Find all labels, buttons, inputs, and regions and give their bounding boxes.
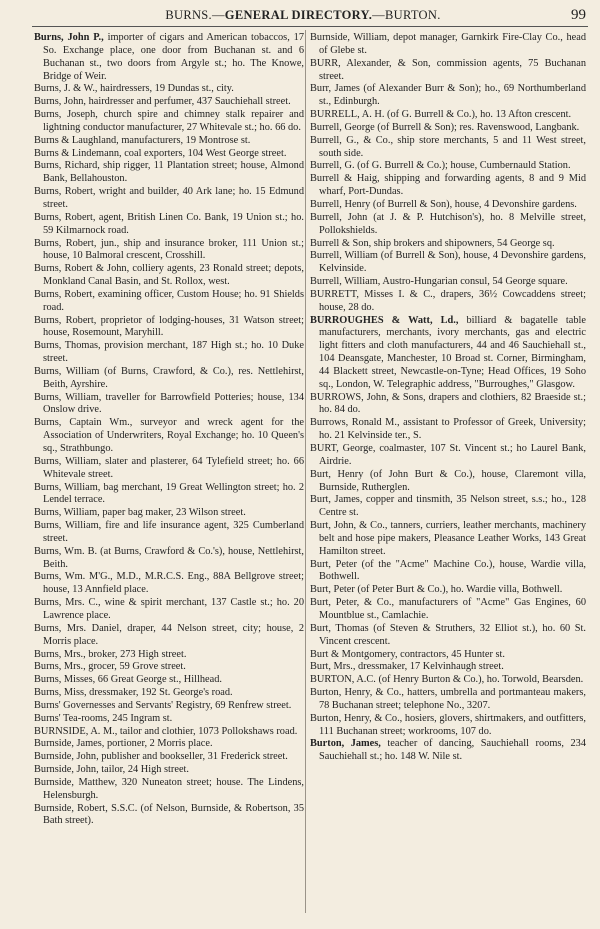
entry-text: Burrell & Son, ship brokers and shipowners, 54 George sq.: [310, 237, 555, 249]
entry-text: BURRELL, A. H. (of G. Burrell & Co.), ho. 13 Afton crescent.: [310, 109, 572, 121]
entry-text: Burrell, G., & Co., ship store merchants, 5 and 11 West street, south side.: [310, 134, 586, 159]
page-header: [18, 4, 588, 26]
entry-name: BURROUGHES & Watt, Ld.,: [310, 314, 459, 326]
entry-text: Burns, Misses, 66 Great George st., Hillhead.: [34, 674, 222, 686]
entry-text: Burns' Tea-rooms, 245 Ingram st.: [34, 712, 173, 724]
entry-text: Burns, Robert & John, colliery agents, 23 Ronald street; depots, Monkland Canal Basin, and St. Rollox, west.: [34, 263, 304, 288]
entry-text: importer of cigars and American tobaccos, 17 So. Exchange place, one door from Buchanan st. and 6 Buchanan st., two doors from Argyle st.; ho. The Knowe, Bridge of Weir.: [43, 32, 304, 82]
entry-text: BURTON, A.C. (of Henry Burton & Co.), ho. Torwold, Bearsden.: [310, 674, 584, 686]
directory-entry: [310, 623, 586, 649]
entry-text: Burns, Mrs., grocer, 59 Grove street.: [34, 661, 186, 673]
directory-entry: [34, 687, 304, 700]
entry-text: Burns & Laughland, manufacturers, 19 Montrose st.: [34, 134, 251, 146]
entry-text: Burns, Robert, examining officer, Custom House; ho. 91 Shields road.: [34, 288, 304, 313]
directory-entry: [34, 700, 304, 713]
title-left: BURNS.: [165, 8, 212, 22]
directory-entry: [310, 597, 586, 623]
directory-entry: [34, 417, 304, 456]
entry-text: Burns, William, slater and plasterer, 64 Tylefield street; ho. 66 Whitevale street.: [34, 455, 304, 480]
directory-entry: [310, 122, 586, 135]
left-column: [34, 32, 304, 828]
entry-text: BURROWS, John, & Sons, drapers and clothiers, 82 Braeside st.; ho. 84 do.: [310, 391, 586, 416]
title-middle: GENERAL DIRECTORY.: [224, 8, 373, 22]
entry-text: Burns, J. & W., hairdressers, 19 Dundas st., city.: [34, 83, 234, 95]
entry-text: Burton, Henry, & Co., hatters, umbrella and portmanteau makers, 78 Buchanan street; telephone No., 3207.: [310, 687, 586, 711]
entry-name: Burns, John P.,: [34, 32, 104, 43]
directory-entry: [34, 135, 304, 148]
entry-text: Burrell, G. (of G. Burrell & Co.); house, Cumbernauld Station.: [310, 160, 571, 172]
directory-entry: [34, 674, 304, 687]
directory-entry: [34, 263, 304, 289]
entry-text: Burns & Lindemann, coal exporters, 104 West George street.: [34, 147, 287, 159]
entry-text: Burt, Peter (of Peter Burt & Co.), ho. Wardie villa, Bothwell.: [310, 584, 563, 596]
entry-text: Burt, John, & Co., tanners, curriers, leather merchants, machinery belt and hose pipe makers, Pleasance Leather Works, 143 Great Hamilton street.: [310, 520, 586, 557]
directory-entry: [34, 546, 304, 572]
entry-text: Burns' Governesses and Servants' Registry, 69 Renfrew street.: [34, 699, 292, 711]
directory-entry: [34, 212, 304, 238]
directory-entry: [34, 96, 304, 109]
right-column: [310, 32, 586, 764]
header-rule: [32, 26, 588, 27]
directory-entry: [34, 289, 304, 315]
directory-entry: [310, 738, 586, 764]
entry-text: Burns, Mrs., broker, 273 High street.: [34, 648, 187, 660]
directory-entry: [34, 160, 304, 186]
directory-entry: [310, 289, 586, 315]
entry-text: Burrell, Henry (of Burrell & Son), house, 4 Devonshire gardens.: [310, 198, 577, 210]
directory-entry: [34, 366, 304, 392]
entry-text: Burns, William, bag merchant, 19 Great Wellington street; ho. 2 Lendel terrace.: [34, 481, 304, 506]
directory-entry: [34, 571, 304, 597]
directory-entry: [34, 751, 304, 764]
directory-entry: [34, 764, 304, 777]
directory-entry: [34, 32, 304, 83]
directory-entry: [310, 584, 586, 597]
directory-entry: [34, 482, 304, 508]
directory-entry: [310, 173, 586, 199]
entry-text: Burt, Henry (of John Burt & Co.), house, Claremont villa, Burnside, Rutherglen.: [310, 468, 586, 493]
directory-entry: [34, 713, 304, 726]
directory-entry: [310, 443, 586, 469]
directory-entry: [34, 777, 304, 803]
entry-text: Burns, Wm. B. (at Burns, Crawford & Co.'s), house, Nettlehirst, Beith.: [34, 545, 304, 570]
entry-text: Burrows, Ronald M., assistant to Professor of Greek, University; ho. 21 Kelvinside ter., S.: [310, 417, 586, 442]
entry-text: Burns, Mrs. Daniel, draper, 44 Nelson street, city; house, 2 Morris place.: [34, 622, 304, 647]
entry-text: Burns, Richard, ship rigger, 11 Plantation street; house, Almond Bank, Bellahouston.: [34, 160, 304, 185]
entry-text: Burt & Montgomery, contractors, 45 Hunter st.: [310, 648, 505, 660]
entry-text: Burrell, William (of Burrell & Son), house, 4 Devonshire gardens, Kelvinside.: [310, 250, 586, 275]
directory-entry: [310, 32, 586, 58]
directory-entry: [310, 520, 586, 559]
directory-entry: [310, 212, 586, 238]
entry-text: Burrell, William, Austro-Hungarian consul, 54 George square.: [310, 276, 568, 288]
directory-entry: [34, 340, 304, 366]
entry-text: Burns, Captain Wm., surveyor and wreck agent for the Association of Underwriters, Royal Exchange; ho. 10 Queen's sq., Strathbungo.: [34, 417, 304, 454]
directory-entry: [34, 726, 304, 739]
directory-entry: [310, 559, 586, 585]
entry-text: Burt, James, copper and tinsmith, 35 Nelson street, s.s.; ho., 128 Centre st.: [310, 494, 586, 519]
entry-text: Burrell, John (at J. & P. Hutchison's), ho. 8 Melville street, Pollokshields.: [310, 211, 586, 236]
directory-entry: [310, 315, 586, 392]
directory-entry: [310, 687, 586, 713]
directory-entry: [34, 148, 304, 161]
directory-entry: [310, 238, 586, 251]
directory-entry: [34, 803, 304, 829]
entry-text: billiard & bagatelle table manufacturers, merchants, ivory merchants, gas and electric light fitters and cloth manufacturers, 44 and 46 Sauchiehall st., 104 Deansgate, Manchester, 10 Broad st. Corner, Birmingham, 44 Blackett street, Newcastle-on-Tyne; Head Offices, 19 Soho sq., London, W. Telegraphic address, "Burroughes," Glasgow.: [319, 314, 587, 390]
entry-text: Burns, William, paper bag maker, 23 Wilson street.: [34, 507, 246, 519]
directory-entry: [34, 649, 304, 662]
directory-entry: [34, 520, 304, 546]
entry-text: BURRETT, Misses I. & C., drapers, 36½ Cowcaddens street; house, 28 do.: [310, 288, 586, 313]
entry-text: Burnside, Robert, S.S.C. (of Nelson, Burnside, & Robertson, 35 Bath street).: [34, 802, 304, 827]
entry-text: Burnside, William, depot manager, Garnkirk Fire-Clay Co., head of Glebe st.: [310, 32, 586, 56]
entry-text: Burns, Robert, wright and builder, 40 Ark lane; ho. 15 Edmund street.: [34, 186, 304, 210]
page-number: 99: [571, 7, 586, 23]
entry-text: Burt, Thomas (of Steven & Struthers, 32 Elliot st.), ho. 60 St. Vincent crescent.: [310, 622, 586, 647]
entry-text: BURT, George, coalmaster, 107 St. Vincent st.; ho Laurel Bank, Airdrie.: [310, 443, 586, 467]
entry-text: teacher of dancing, Sauchiehall rooms, 234 Sauchiehall st.; ho. 148 W. Nile st.: [319, 738, 587, 763]
directory-entry: [310, 469, 586, 495]
directory-entry: [310, 109, 586, 122]
entry-text: Burns, William (of Burns, Crawford, & Co.), res. Nettlehirst, Beith, Ayrshire.: [34, 365, 304, 390]
directory-entry: [310, 674, 586, 687]
directory-entry: [310, 160, 586, 173]
directory-entry: [310, 392, 586, 418]
entry-text: Burrell & Haig, shipping and forwarding agents, 8 and 9 Mid wharf, Port-Dundas.: [310, 173, 586, 198]
directory-entry: [310, 494, 586, 520]
directory-entry: [34, 623, 304, 649]
directory-entry: [310, 713, 586, 739]
entry-text: Burns, Robert, proprietor of lodging-houses, 31 Watson street; house, Rosemount, Maryhill.: [34, 314, 304, 339]
directory-entry: [310, 250, 586, 276]
entry-text: Burton, Henry, & Co., hosiers, glovers, shirtmakers, and outfitters, 111 Buchanan street; workrooms, 107 do.: [310, 712, 586, 737]
entry-name: Burton, James,: [310, 738, 381, 750]
entry-text: Burr, James (of Alexander Burr & Son); ho., 69 Northumberland st., Edinburgh.: [310, 83, 586, 108]
directory-entry: [310, 276, 586, 289]
entry-text: Burt, Peter (of the "Acme" Machine Co.), house, Wardie villa, Bothwell.: [310, 558, 586, 583]
entry-text: Burns, William, traveller for Barrowfield Potteries; house, 134 Onslow drive.: [34, 391, 304, 416]
directory-entry: [34, 456, 304, 482]
directory-entry: [34, 507, 304, 520]
running-title: BURNS.—GENERAL DIRECTORY.—BURTON.: [165, 8, 441, 22]
directory-entry: [310, 58, 586, 84]
directory-entry: [34, 738, 304, 751]
directory-entry: [34, 238, 304, 264]
directory-entry: [34, 661, 304, 674]
directory-entry: [310, 199, 586, 212]
directory-entry: [34, 392, 304, 418]
entry-text: Burns, Joseph, church spire and chimney stalk repairer and lightning conductor manufacturer, 27 Whitevale st.; ho. 66 do.: [34, 109, 304, 133]
directory-entry: [34, 186, 304, 212]
entry-text: Burnside, Matthew, 320 Nuneaton street; house. The Lindens, Helensburgh.: [34, 776, 304, 801]
entry-text: Burns, Thomas, provision merchant, 187 High st.; ho. 10 Duke street.: [34, 340, 304, 365]
entry-text: Burnside, John, tailor, 24 High street.: [34, 764, 190, 776]
entry-text: Burns, John, hairdresser and perfumer, 437 Sauchiehall street.: [34, 96, 291, 108]
entry-text: Burnside, James, portioner, 2 Morris place.: [34, 738, 213, 750]
entry-text: Burt, Mrs., dressmaker, 17 Kelvinhaugh street.: [310, 661, 504, 673]
directory-entry: [34, 83, 304, 96]
entry-text: Burns, Robert, jun., ship and insurance broker, 111 Union st.; house, 10 Balmoral crescent, Crosshill.: [34, 237, 304, 262]
entry-text: BURNSIDE, A. M., tailor and clothier, 1073 Pollokshaws road.: [34, 725, 298, 737]
directory-entry: [310, 661, 586, 674]
directory-entry: [34, 109, 304, 135]
entry-text: Burrell, George (of Burrell & Son); res. Ravenswood, Langbank.: [310, 121, 580, 133]
directory-entry: [34, 597, 304, 623]
directory-entry: [34, 315, 304, 341]
entry-text: Burnside, John, publisher and bookseller, 31 Frederick street.: [34, 751, 288, 763]
entry-text: Burt, Peter, & Co., manufacturers of "Acme" Gas Engines, 60 Mountblue st., Camlachie.: [310, 597, 586, 621]
directory-entry: [310, 83, 586, 109]
entry-text: Burns, William, fire and life insurance agent, 325 Cumberland street.: [34, 520, 304, 544]
entry-text: Burns, Robert, agent, British Linen Co. Bank, 19 Union st.; ho. 59 Kilmarnock road.: [34, 211, 304, 236]
entry-text: BURR, Alexander, & Son, commission agents, 75 Buchanan street.: [310, 57, 586, 82]
entry-text: Burns, Miss, dressmaker, 192 St. George's road.: [34, 687, 233, 699]
directory-entry: [310, 135, 586, 161]
column-divider: [305, 30, 306, 913]
entry-text: Burns, Mrs. C., wine & spirit merchant, 137 Castle st.; ho. 20 Lawrence place.: [34, 597, 304, 621]
title-right: BURTON.: [384, 8, 441, 22]
directory-entry: [310, 417, 586, 443]
directory-entry: [310, 649, 586, 662]
entry-text: Burns, Wm. M'G., M.D., M.R.C.S. Eng., 88A Bellgrove street; house, 13 Annfield place.: [34, 571, 304, 596]
